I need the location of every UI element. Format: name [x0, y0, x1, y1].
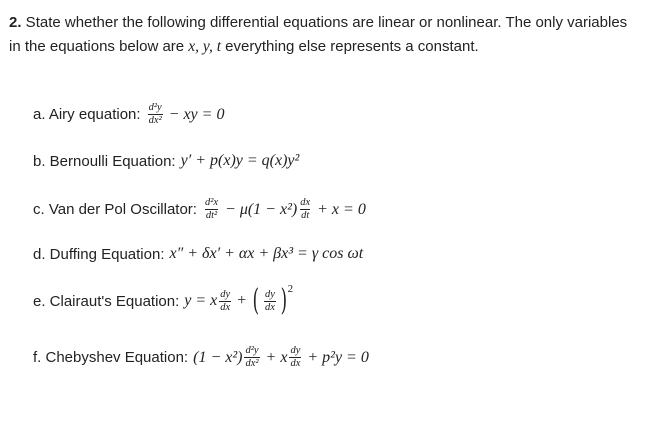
problem-vars: x, y, t [188, 38, 222, 55]
denominator: dx [264, 301, 275, 313]
plus-sign: + [237, 292, 247, 309]
equation-mid: + x [265, 348, 288, 366]
item-bernoulli [33, 152, 299, 170]
exponent: 2 [287, 283, 294, 295]
denominator: dx [290, 358, 301, 369]
fraction [148, 103, 163, 126]
item-label: f. Chebyshev Equation: [33, 349, 189, 366]
fraction [289, 346, 301, 369]
equation-text: x″ + δx′ + αx + βx³ = γ cos ωt [169, 245, 364, 262]
equation [202, 198, 366, 221]
equation [184, 283, 294, 318]
fraction [264, 290, 276, 313]
equation [169, 245, 363, 263]
equation-mid: − μ(1 − x²) [225, 200, 298, 218]
denominator: dx [220, 301, 231, 313]
denominator: dt [301, 210, 310, 221]
equation [181, 152, 300, 170]
numerator: dy [264, 288, 275, 300]
item-label: a. Airy equation: [33, 106, 141, 123]
equation [193, 346, 369, 369]
fraction [244, 346, 259, 369]
equation-text: y′ + p(x)y = q(x)y² [180, 152, 300, 169]
left-paren: ( [252, 283, 260, 318]
item-label: c. Van der Pol Oscillator: [33, 201, 197, 218]
numerator: dx [300, 197, 311, 208]
item-airy [33, 103, 224, 126]
equation-rest: − xy = 0 [168, 105, 225, 123]
right-paren: ) [280, 283, 287, 318]
equation-start: y = x [184, 292, 218, 309]
numerator: dy [220, 288, 231, 300]
fraction [299, 198, 311, 221]
item-chebyshev [33, 346, 369, 369]
equation-start: (1 − x²) [193, 348, 243, 366]
item-label: e. Clairaut's Equation: [33, 292, 180, 310]
item-van-der-pol [33, 198, 366, 221]
denominator: dx² [245, 358, 259, 369]
item-label: d. Duffing Equation: [33, 245, 165, 263]
item-duffing [33, 245, 363, 263]
problem-statement [9, 11, 639, 59]
fraction [204, 198, 219, 221]
problem-text-2: everything else represents a constant. [221, 38, 479, 55]
item-clairaut [33, 283, 294, 318]
numerator: dy [290, 345, 301, 356]
numerator: d²x [204, 197, 219, 208]
denominator: dt² [205, 210, 218, 221]
equation [146, 103, 225, 126]
fraction [219, 290, 231, 313]
equation-end: + p²y = 0 [307, 348, 369, 366]
equation-end: + x = 0 [317, 200, 366, 218]
problem-text-1: State whether the following differential equations are linear or nonlinear. The only variables in the equations below are [9, 14, 628, 55]
denominator: dx² [148, 115, 162, 126]
problem-number: 2. [9, 14, 22, 31]
item-label: b. Bernoulli Equation: [33, 152, 176, 170]
numerator: d²y [245, 345, 259, 356]
numerator: d²y [148, 102, 162, 113]
